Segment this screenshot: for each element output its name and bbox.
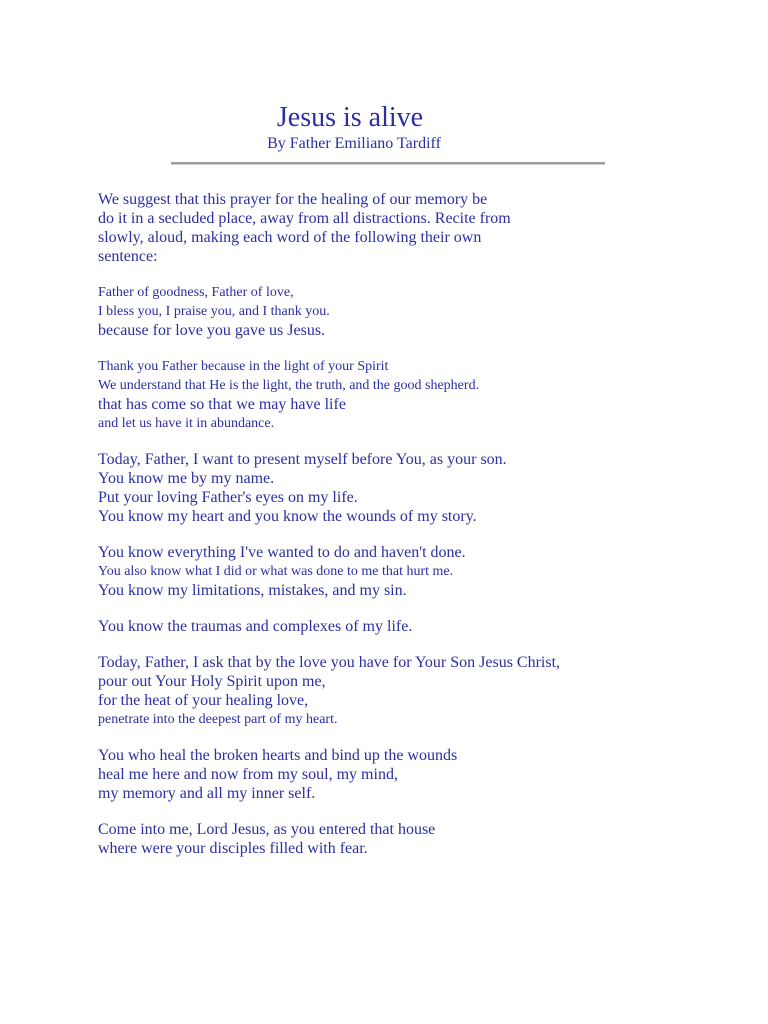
stanza-line: We understand that He is the light, the truth, and the good shepherd. <box>98 378 480 393</box>
stanza <box>98 746 718 803</box>
stanza <box>98 820 718 858</box>
stanza-line: do it in a secluded place, away from all distractions. Recite from <box>98 210 511 227</box>
stanza <box>98 653 718 729</box>
stanza-line: Come into me, Lord Jesus, as you entered that house <box>98 821 436 838</box>
stanza-line: my memory and all my inner self. <box>98 785 316 802</box>
stanza-line: You know me by my name. <box>98 470 275 487</box>
stanza-line: I bless you, I praise you, and I thank you. <box>98 304 330 319</box>
stanza-line: heal me here and now from my soul, my mind, <box>98 766 398 783</box>
stanza <box>98 543 718 600</box>
stanza-line: We suggest that this prayer for the healing of our memory be <box>98 191 488 208</box>
stanza <box>98 450 718 526</box>
stanza-line: Today, Father, I ask that by the love you have for Your Son Jesus Christ, <box>98 654 561 671</box>
stanza-line: You also know what I did or what was done to me that hurt me. <box>98 564 454 579</box>
stanza-line: You know my heart and you know the wounds of my story. <box>98 508 477 525</box>
stanza-line: because for love you gave us Jesus. <box>98 322 326 339</box>
stanza <box>98 617 718 636</box>
stanza-line: You know the traumas and complexes of my life. <box>98 618 413 635</box>
stanza-line: Put your loving Father's eyes on my life. <box>98 489 358 506</box>
stanza-line: Father of goodness, Father of love, <box>98 285 294 300</box>
stanza-line: You know everything I've wanted to do and haven't done. <box>98 544 466 561</box>
stanza-line: where were your disciples filled with fear. <box>98 840 368 857</box>
stanza-line: Thank you Father because in the light of your Spirit <box>98 359 389 374</box>
stanza-line: pour out Your Holy Spirit upon me, <box>98 673 326 690</box>
stanza-line: for the heat of your healing love, <box>98 692 309 709</box>
stanza <box>98 357 718 433</box>
stanza-line: Today, Father, I want to present myself before You, as your son. <box>98 451 507 468</box>
stanza-line: sentence: <box>98 248 158 265</box>
stanza-line: penetrate into the deepest part of my heart. <box>98 712 338 727</box>
document-author: By Father Emiliano Tardiff <box>267 135 441 152</box>
stanza-line: and let us have it in abundance. <box>98 416 275 431</box>
stanza <box>98 283 718 340</box>
title-divider <box>171 162 605 165</box>
stanza-line: slowly, aloud, making each word of the following their own <box>98 229 482 246</box>
document-title: Jesus is alive <box>276 102 424 133</box>
document-body <box>98 190 718 875</box>
stanza <box>98 190 718 266</box>
stanza-line: You who heal the broken hearts and bind up the wounds <box>98 747 458 764</box>
stanza-line: that has come so that we may have life <box>98 396 346 413</box>
stanza-line: You know my limitations, mistakes, and my sin. <box>98 582 407 599</box>
